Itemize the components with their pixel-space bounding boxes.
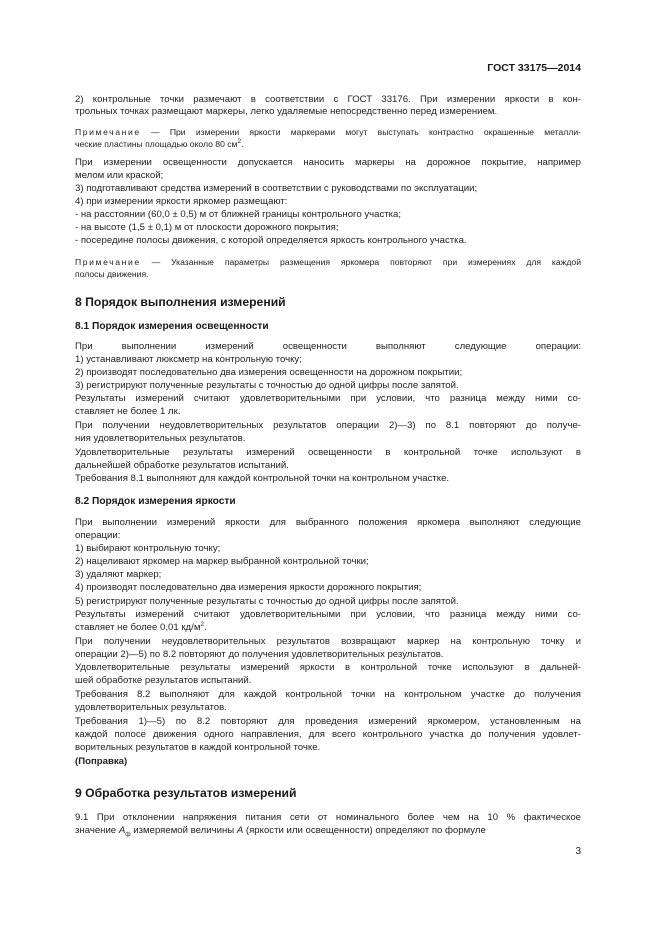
paragraph-line: значение $A_ф$ измеряемой величины A (яркости или освещенности) определяют по формуле	[75, 825, 486, 838]
paragraph-line: удовлетворительных результатов.	[75, 702, 227, 713]
list-item: 1) устанавливают люксметр на контрольную точку;	[75, 354, 302, 365]
paragraph-line: дальнейшей обработке результатов испытаний.	[75, 460, 289, 471]
paragraph-line: 9.1 При отклонении напряжения питания сети от номинального более чем на 10 % фактическое	[75, 812, 581, 823]
paragraph-line: ния удовлетворительных результатов.	[75, 433, 246, 444]
list-item: 3) удаляют маркер;	[75, 569, 162, 580]
note-line: Примечание — Указанные параметры размещения яркомера повторяют при измерениях для каждой	[75, 257, 581, 267]
section-8-heading: 8 Порядок выполнения измерений	[75, 295, 286, 309]
list-item: 4) производят последовательно два измерения яркости дорожного покрытия;	[75, 582, 422, 593]
list-item: 1) выбирают контрольную точку;	[75, 543, 221, 554]
paragraph-line: 3) подготавливают средства измерений в соответствии с руководствами по эксплуатации;	[75, 183, 478, 194]
paragraph-line: операции:	[75, 530, 121, 541]
list-item: 2) производят последовательно два измерения освещенности на дорожном покрытии;	[75, 367, 463, 378]
list-item: - на высоте (1,5 ± 0,1) м от плоскости дорожного покрытия;	[75, 222, 339, 233]
note-label: Примечание	[75, 127, 141, 137]
paragraph-line: шей обработке результатов испытаний.	[75, 675, 252, 686]
page-number: 3	[575, 846, 581, 857]
paragraph-line: трольных точках размещают маркеры, легко удаляемые непосредственно перед измерением.	[75, 106, 498, 117]
paragraph-line: 2) контрольные точки размечают в соответствии с ГОСТ 33176. При измерении яркости в кон-	[75, 94, 581, 105]
paragraph-line: При получении неудовлетворительных результатов операции 2)—3) по 8.1 повторяют до получе-	[75, 420, 581, 431]
note-line: полосы движения.	[75, 269, 149, 279]
paragraph-line: При измерении освещенности допускается наносить маркеры на дорожное покрытие, например	[75, 157, 581, 168]
document-header-id: ГОСТ 33175—2014	[487, 62, 581, 74]
paragraph-line: ставляет не более 0,01 $кд/м^2$.	[75, 620, 207, 633]
paragraph-line: Результаты измерений считают удовлетворительными при условии, что разница между ними со-	[75, 393, 581, 404]
list-item: 2) нацеливают яркомер на маркер выбранной контрольной точки;	[75, 556, 369, 567]
paragraph-line: 4) при измерении яркости яркомер размещают:	[75, 196, 288, 207]
paragraph-line: ставляет не более 1 лк.	[75, 406, 181, 417]
list-item: 5) регистрируют полученные результаты с точностью до одной цифры после запятой.	[75, 596, 459, 607]
list-item: - на расстоянии (60,0 ± 0,5) м от ближней границы контрольного участка;	[75, 209, 402, 220]
list-item: - посередине полосы движения, с которой определяется яркость контрольного участка.	[75, 235, 467, 246]
subsection-8-2-heading: 8.2 Порядок измерения яркости	[75, 496, 236, 507]
paragraph-line: мелом или краской;	[75, 170, 164, 181]
paragraph-line: При выполнении измерений освещенности выполняют следующие операции:	[75, 341, 581, 352]
formula-variable: A	[236, 825, 244, 836]
paragraph-line: каждой полосе движения одного направления, для всего контрольного участка до получения удовлет-	[75, 729, 581, 740]
subsection-8-1-heading: 8.1 Порядок измерения освещенности	[75, 321, 269, 332]
paragraph-line: Удовлетворительные результаты измерений яркости в контрольной точке используют в дальней-	[75, 662, 581, 673]
paragraph-line: операции 2)—5) по 8.2 повторяют до получения удовлетворительных результатов.	[75, 649, 444, 660]
paragraph-line: Результаты измерений считают удовлетворительными при условии, что разница между ними со-	[75, 609, 581, 620]
amendment-note: (Поправка)	[75, 756, 128, 767]
paragraph-line: Требования 1)—5) по 8.2 повторяют для проведения измерений яркомером, установленным на	[75, 716, 581, 727]
list-item: 3) регистрируют полученные результаты с точностью до одной цифры после запятой.	[75, 380, 459, 391]
formula-variable: A	[118, 825, 126, 836]
paragraph-line: При получении неудовлетворительных результатов возвращают маркер на контрольную точку и	[75, 636, 581, 647]
paragraph-line: Удовлетворительные результаты измерений освещенности в контрольной точке используют в	[75, 447, 581, 458]
note-line: Примечание — При измерении яркости маркерами могут выступать контрастно окрашенные металли-	[75, 127, 581, 137]
note-line: ческие пластины площадью около 80 $см^2$.	[75, 138, 244, 149]
note-label: Примечание	[75, 257, 141, 267]
paragraph-line: Требования 8.1 выполняют для каждой контрольной точки на контрольном участке.	[75, 473, 450, 484]
paragraph-line: Требования 8.2 выполняют для каждой контрольной точки на контрольном участке до получения	[75, 689, 581, 700]
paragraph-line: При выполнении измерений яркости для выбранного положения яркомера выполняют следующие	[75, 517, 581, 528]
paragraph-line: ворительных результатов в каждой контрольной точке.	[75, 742, 321, 753]
section-9-heading: 9 Обработка результатов измерений	[75, 786, 297, 800]
